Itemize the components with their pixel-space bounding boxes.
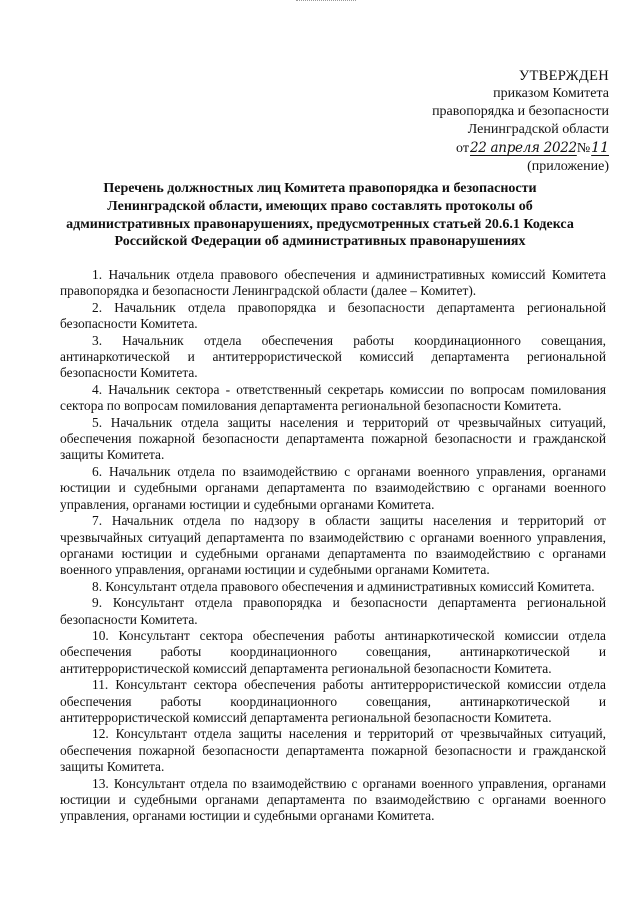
list-item: 3. Начальник отдела обеспечения работы координационного совещания, антинаркотической и антитеррористической комиссий департамента региональной безопасности Комитета. <box>60 332 606 381</box>
document-title: Перечень должностных лиц Комитета правопорядка и безопасности Ленинградской области, имеющих право составлять протоколы об административных правонарушениях, предусмотренных статьей 20.6.1 Кодекса Российской Федерации об административных правонарушениях <box>66 181 574 250</box>
date-prefix: от <box>456 141 469 156</box>
list-item: 8. Консультант отдела правового обеспечения и административных комиссий Комитета. <box>92 578 595 594</box>
approval-heading: УТВЕРЖДЕН <box>518 68 609 84</box>
list-item: 9. Консультант отдела правопорядка и безопасности департамента региональной безопасности Комитета. <box>60 595 606 627</box>
approval-line-order: приказом Комитета <box>493 86 609 101</box>
approval-line-region: Ленинградской области <box>467 122 609 137</box>
list-item: 11. Консультант сектора обеспечения работы антитеррористической комиссии отдела обеспечения работы координационного совещания, антинаркотической и антитеррористической комиссий департамента региональной безопасности Комитета. <box>60 677 606 725</box>
list-item: 12. Консультант отдела защиты населения и территорий от чрезвычайных ситуаций, обеспечения пожарной безопасности департамента пожарной безопасности и гражданской защиты Комитета. <box>60 726 606 775</box>
approval-date-line <box>432 139 609 158</box>
list-item: 10. Консультант сектора обеспечения работы антинаркотической комиссии отдела обеспечения работы координационного совещания, антинаркотической и антитеррористической комиссий департамента региональной безопасности Комитета. <box>60 627 606 676</box>
approval-attachment: (приложение) <box>527 159 609 174</box>
list-item: 13. Консультант отдела по взаимодействию с органами военного управления, органами юстиции и судебными органами департамента по взаимодействию с органами военного управления, органами юстиции и судебными органами Комитета. <box>60 775 606 824</box>
approval-line-committee: правопорядка и безопасности <box>432 104 609 119</box>
scan-edge-mark <box>296 0 356 7</box>
list-item: 4. Начальник сектора - ответственный секретарь комиссии по вопросам помилования сектора по вопросам помилования департамента региональной безопасности Комитета. <box>60 381 606 414</box>
list-item: 5. Начальник отдела защиты населения и территорий от чрезвычайных ситуаций, обеспечения пожарной безопасности департамента пожарной безопасности и гражданской защиты Комитета. <box>60 414 606 463</box>
official-list <box>60 267 606 825</box>
handwritten-number: 11 <box>591 140 609 156</box>
list-item: 6. Начальник отдела по взаимодействию с органами военного управления, органами юстиции и судебными органами департамента по взаимодействию с органами военного управления, органами юстиции и судебными органами Комитета. <box>60 463 606 512</box>
handwritten-date: 22 апреля 2022 <box>469 140 577 156</box>
list-item: 2. Начальник отдела правопорядка и безопасности департамента региональной безопасности Комитета. <box>60 299 606 332</box>
list-item: 1. Начальник отдела правового обеспечения и административных комиссий Комитета правопорядка и безопасности Ленинградской области (далее – Комитет). <box>60 267 606 299</box>
approval-block <box>432 67 609 176</box>
number-prefix: № <box>576 141 591 156</box>
list-item: 7. Начальник отдела по надзору в области защиты населения и территорий от чрезвычайных ситуаций департамента по взаимодействию с органами военного управления, органами юстиции и судебными органами департамента по взаимодействию с органами военного управления, органами юстиции и судебными органами Комитета. <box>60 513 606 578</box>
